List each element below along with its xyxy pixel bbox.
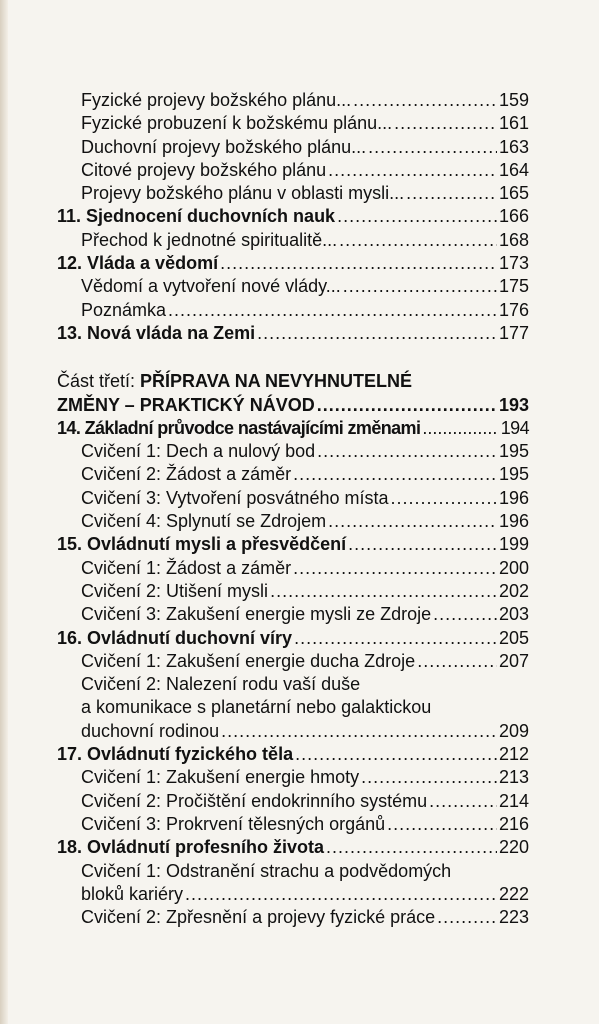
page-number: 168 [498, 229, 529, 250]
leader-dots [348, 533, 497, 556]
chapter-entry [57, 417, 529, 440]
page-number: 173 [498, 253, 529, 274]
toc-entry [57, 159, 529, 182]
page-number: 175 [498, 276, 529, 297]
toc-entry [57, 510, 529, 533]
toc-entry [57, 883, 529, 906]
toc-entry [57, 650, 529, 673]
toc-entry [57, 557, 529, 580]
part-title-line1: PŘÍPRAVA NA NEVYHNUTELNÉ [140, 371, 413, 392]
toc-entry [57, 182, 529, 205]
toc-entry [57, 299, 529, 322]
entry-title: Citové projevy božského plánu [81, 159, 327, 180]
part-heading-line1 [57, 370, 529, 393]
page-number: 193 [498, 394, 529, 415]
page-number: 196 [498, 487, 529, 508]
chapter-title: 17. Ovládnutí fyzického těla [57, 744, 294, 765]
page-number: 177 [498, 322, 529, 343]
leader-dots [295, 743, 497, 766]
toc-entry [57, 275, 529, 298]
toc-entry [57, 906, 529, 929]
toc-entry [57, 603, 529, 626]
entry-title: Poznámka [81, 299, 167, 320]
part-prefix: Část třetí: [57, 371, 141, 392]
page-number: 203 [498, 604, 529, 625]
entry-title: Cvičení 3: Zakušení energie mysli ze Zdroje [81, 604, 432, 625]
entry-title: Cvičení 1: Žádost a záměr [81, 557, 292, 578]
leader-dots [339, 229, 497, 252]
entry-title: Vědomí a vytvoření nové vlády... [81, 276, 341, 297]
leader-dots [326, 836, 497, 859]
entry-title-line3: duchovní rodinou [81, 720, 220, 741]
chapter-title: 16. Ovládnutí duchovní víry [57, 627, 293, 648]
entry-title: Cvičení 1: Zakušení energie hmoty [81, 767, 360, 788]
leader-dots [328, 159, 497, 182]
chapter-title: 14. Základní průvodce nastávajícími změnami [57, 417, 421, 438]
entry-title: Cvičení 2: Utišení mysli [81, 580, 269, 601]
leader-dots [337, 205, 497, 228]
toc-entry [57, 487, 529, 510]
leader-dots [257, 322, 497, 345]
toc-entry [57, 112, 529, 135]
page-number: 159 [498, 90, 529, 110]
page-number: 164 [498, 159, 529, 180]
leader-dots [343, 275, 497, 298]
page-number: 200 [498, 557, 529, 578]
leader-dots [422, 417, 498, 440]
toc-entry [57, 440, 529, 463]
entry-title: Cvičení 2: Zpřesnění a projevy fyzické práce [81, 907, 436, 928]
part-title-line2: ZMĚNY – PRAKTICKÝ NÁVOD [57, 394, 315, 415]
entry-title: Fyzické projevy božského plánu... [81, 90, 352, 110]
page-edge [0, 0, 8, 1024]
page-number: 207 [498, 650, 529, 671]
entry-title-line1: Cvičení 1: Odstranění strachu a podvědomých [81, 860, 452, 881]
entry-title: Cvičení 3: Prokrvení tělesných orgánů [81, 813, 386, 834]
entry-title: Fyzické probuzení k božskému plánu... [81, 113, 393, 134]
leader-dots [294, 627, 497, 650]
leader-dots [361, 766, 497, 789]
page-number: 199 [498, 534, 529, 555]
toc-entry [57, 720, 529, 743]
entry-title: Cvičení 3: Vytvoření posvátného místa [81, 487, 389, 508]
leader-dots [270, 580, 497, 603]
leader-dots [317, 394, 497, 417]
page-number: 196 [498, 511, 529, 532]
toc-entry [57, 813, 529, 836]
chapter-entry [57, 252, 529, 275]
entry-title: Projevy božského plánu v oblasti mysli... [81, 183, 405, 204]
chapter-title: 15. Ovládnutí mysli a přesvědčení [57, 534, 347, 555]
chapter-entry [57, 322, 529, 345]
entry-title-line2: bloků kariéry [81, 883, 184, 904]
section-gap [57, 345, 529, 368]
page-number: 213 [498, 767, 529, 788]
leader-dots [293, 557, 497, 580]
leader-dots [429, 790, 497, 813]
entry-title: Cvičení 1: Dech a nulový bod [81, 441, 316, 462]
leader-dots [433, 603, 497, 626]
page-number: 176 [498, 299, 529, 320]
page-number: 166 [498, 206, 529, 227]
page-number: 216 [498, 813, 529, 834]
chapter-title: 12. Vláda a vědomí [57, 253, 219, 274]
chapter-entry [57, 205, 529, 228]
page-number: 194 [500, 417, 529, 438]
entry-title: Cvičení 2: Žádost a záměr [81, 464, 292, 485]
leader-dots [293, 463, 497, 486]
page-number: 205 [498, 627, 529, 648]
page-number: 195 [498, 464, 529, 485]
page-number: 214 [498, 790, 529, 811]
toc-entry [57, 229, 529, 252]
leader-dots [417, 650, 497, 673]
leader-dots [394, 112, 497, 135]
leader-dots [317, 440, 497, 463]
page-number: 161 [498, 113, 529, 134]
page-number: 220 [498, 837, 529, 858]
leader-dots [391, 487, 497, 510]
leader-dots [221, 720, 497, 743]
chapter-title: 18. Ovládnutí profesního života [57, 837, 325, 858]
page-number: 165 [498, 183, 529, 204]
part-heading [57, 370, 529, 417]
leader-dots [406, 182, 497, 205]
entry-title: Cvičení 1: Zakušení energie ducha Zdroje [81, 650, 416, 671]
leader-dots [220, 252, 497, 275]
entry-title: Přechod k jednotné spiritualitě... [81, 229, 338, 250]
entry-title: Duchovní projevy božského plánu... [81, 136, 367, 157]
table-of-contents [57, 89, 529, 929]
page-number: 209 [498, 720, 529, 741]
toc-entry [57, 136, 529, 159]
leader-dots [353, 89, 497, 112]
toc-entry [57, 790, 529, 813]
leader-dots [168, 299, 497, 322]
page-number: 202 [498, 580, 529, 601]
part-heading-line2 [57, 394, 529, 417]
leader-dots [387, 813, 497, 836]
entry-title: Cvičení 2: Pročištění endokrinního systému [81, 790, 428, 811]
leader-dots [185, 883, 497, 906]
page-number: 222 [498, 883, 529, 904]
leader-dots [437, 906, 497, 929]
leader-dots [328, 510, 497, 533]
entry-title-line1: Cvičení 2: Nalezení rodu vaší duše [81, 674, 361, 695]
page-number: 212 [498, 744, 529, 765]
chapter-entry [57, 743, 529, 766]
leader-dots [368, 136, 497, 159]
page-number: 163 [498, 136, 529, 157]
chapter-entry [57, 533, 529, 556]
page-number: 223 [498, 907, 529, 928]
page-number: 195 [498, 441, 529, 462]
chapter-entry [57, 627, 529, 650]
entry-title: Cvičení 4: Splynutí se Zdrojem [81, 511, 327, 532]
chapter-title: 11. Sjednocení duchovních nauk [57, 206, 336, 227]
chapter-entry [57, 836, 529, 859]
toc-entry [57, 463, 529, 486]
toc-entry [57, 580, 529, 603]
toc-entry [57, 89, 529, 112]
toc-entry [57, 766, 529, 789]
entry-title-line2: a komunikace s planetární nebo galaktickou [81, 697, 432, 718]
chapter-title: 13. Nová vláda na Zemi [57, 322, 256, 343]
